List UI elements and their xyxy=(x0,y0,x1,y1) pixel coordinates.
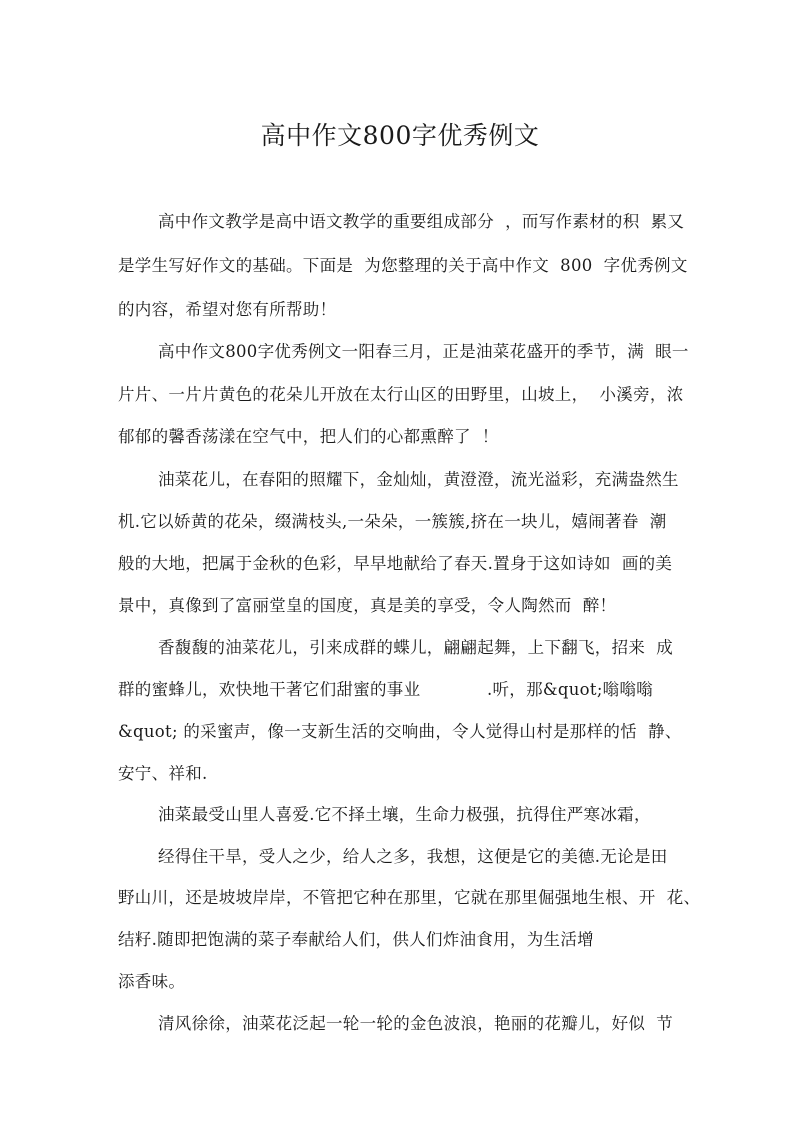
text-line: 郁郁的馨香荡漾在空气中，把人们的心都熏醉了 ！ xyxy=(118,427,499,446)
text-line: 是学生写好作文的基础。下面是 为您整理的关于高中作文 800 字优秀例文 xyxy=(118,256,688,275)
text-line: 机.它以娇黄的花朵，缀满枝头,一朵朵，一簇簇,挤在一块儿，嬉闹著眷 潮 xyxy=(118,512,667,531)
text-line: 般的大地，把属于金秋的色彩，早早地献给了春天.置身于这如诗如 画的美 xyxy=(118,554,673,573)
text-line: 经得住干旱，受人之少，给人之多，我想，这便是它的美德.无论是田 xyxy=(158,847,668,866)
text-line: 高中作文教学是高中语文教学的重要组成部分 ，而写作素材的积 累又 xyxy=(158,212,685,231)
text-line: 油菜花儿，在春阳的照耀下，金灿灿，黄澄澄，流光溢彩，充满盎然生 xyxy=(158,470,679,489)
text-line: 野山川，还是坡坡岸岸，不管把它种在那里，它就在那里倔强地生根、开 花、 xyxy=(118,888,701,907)
text-line: &quot; 的采蜜声，像一支新生活的交响曲，令人觉得山村是那样的恬 静、 xyxy=(118,722,682,741)
page-title: 高中作文800字优秀例文 xyxy=(260,121,540,150)
text-line: 安宁、祥和. xyxy=(118,764,208,783)
text-line: 片片、一片片黄色的花朵儿开放在太行山区的田野里，山坡上， 小溪旁，浓 xyxy=(118,385,684,404)
text-line: 油菜最受山里人喜爱.它不择土壤，生命力极强，抗得住严寒冰霜， xyxy=(158,805,651,824)
text-line: 群的蜜蜂儿，欢快地干著它们甜蜜的事业 .听，那&quot;嗡嗡嗡 xyxy=(118,680,654,699)
text-line: 的内容，希望对您有所帮助！ xyxy=(118,300,337,319)
text-line: 香馥馥的油菜花儿，引来成群的蝶儿，翩翩起舞，上下翻飞，招来 成 xyxy=(158,638,674,657)
text-line: 景中，真像到了富丽堂皇的国度，真是美的享受，令人陶然而 醉！ xyxy=(118,596,617,615)
text-line: 清风徐徐，油菜花泛起一轮一轮的金色波浪，艳丽的花瓣儿，好似 节 xyxy=(158,1014,674,1033)
text-line: 结籽.随即把饱满的菜子奉献给人们，供人们炸油食用，为生活增 xyxy=(118,930,594,949)
text-line: 高中作文800字优秀例文一阳春三月，正是油菜花盛开的季节，满 眼一 xyxy=(158,342,689,361)
text-line: 添香味。 xyxy=(118,972,186,991)
